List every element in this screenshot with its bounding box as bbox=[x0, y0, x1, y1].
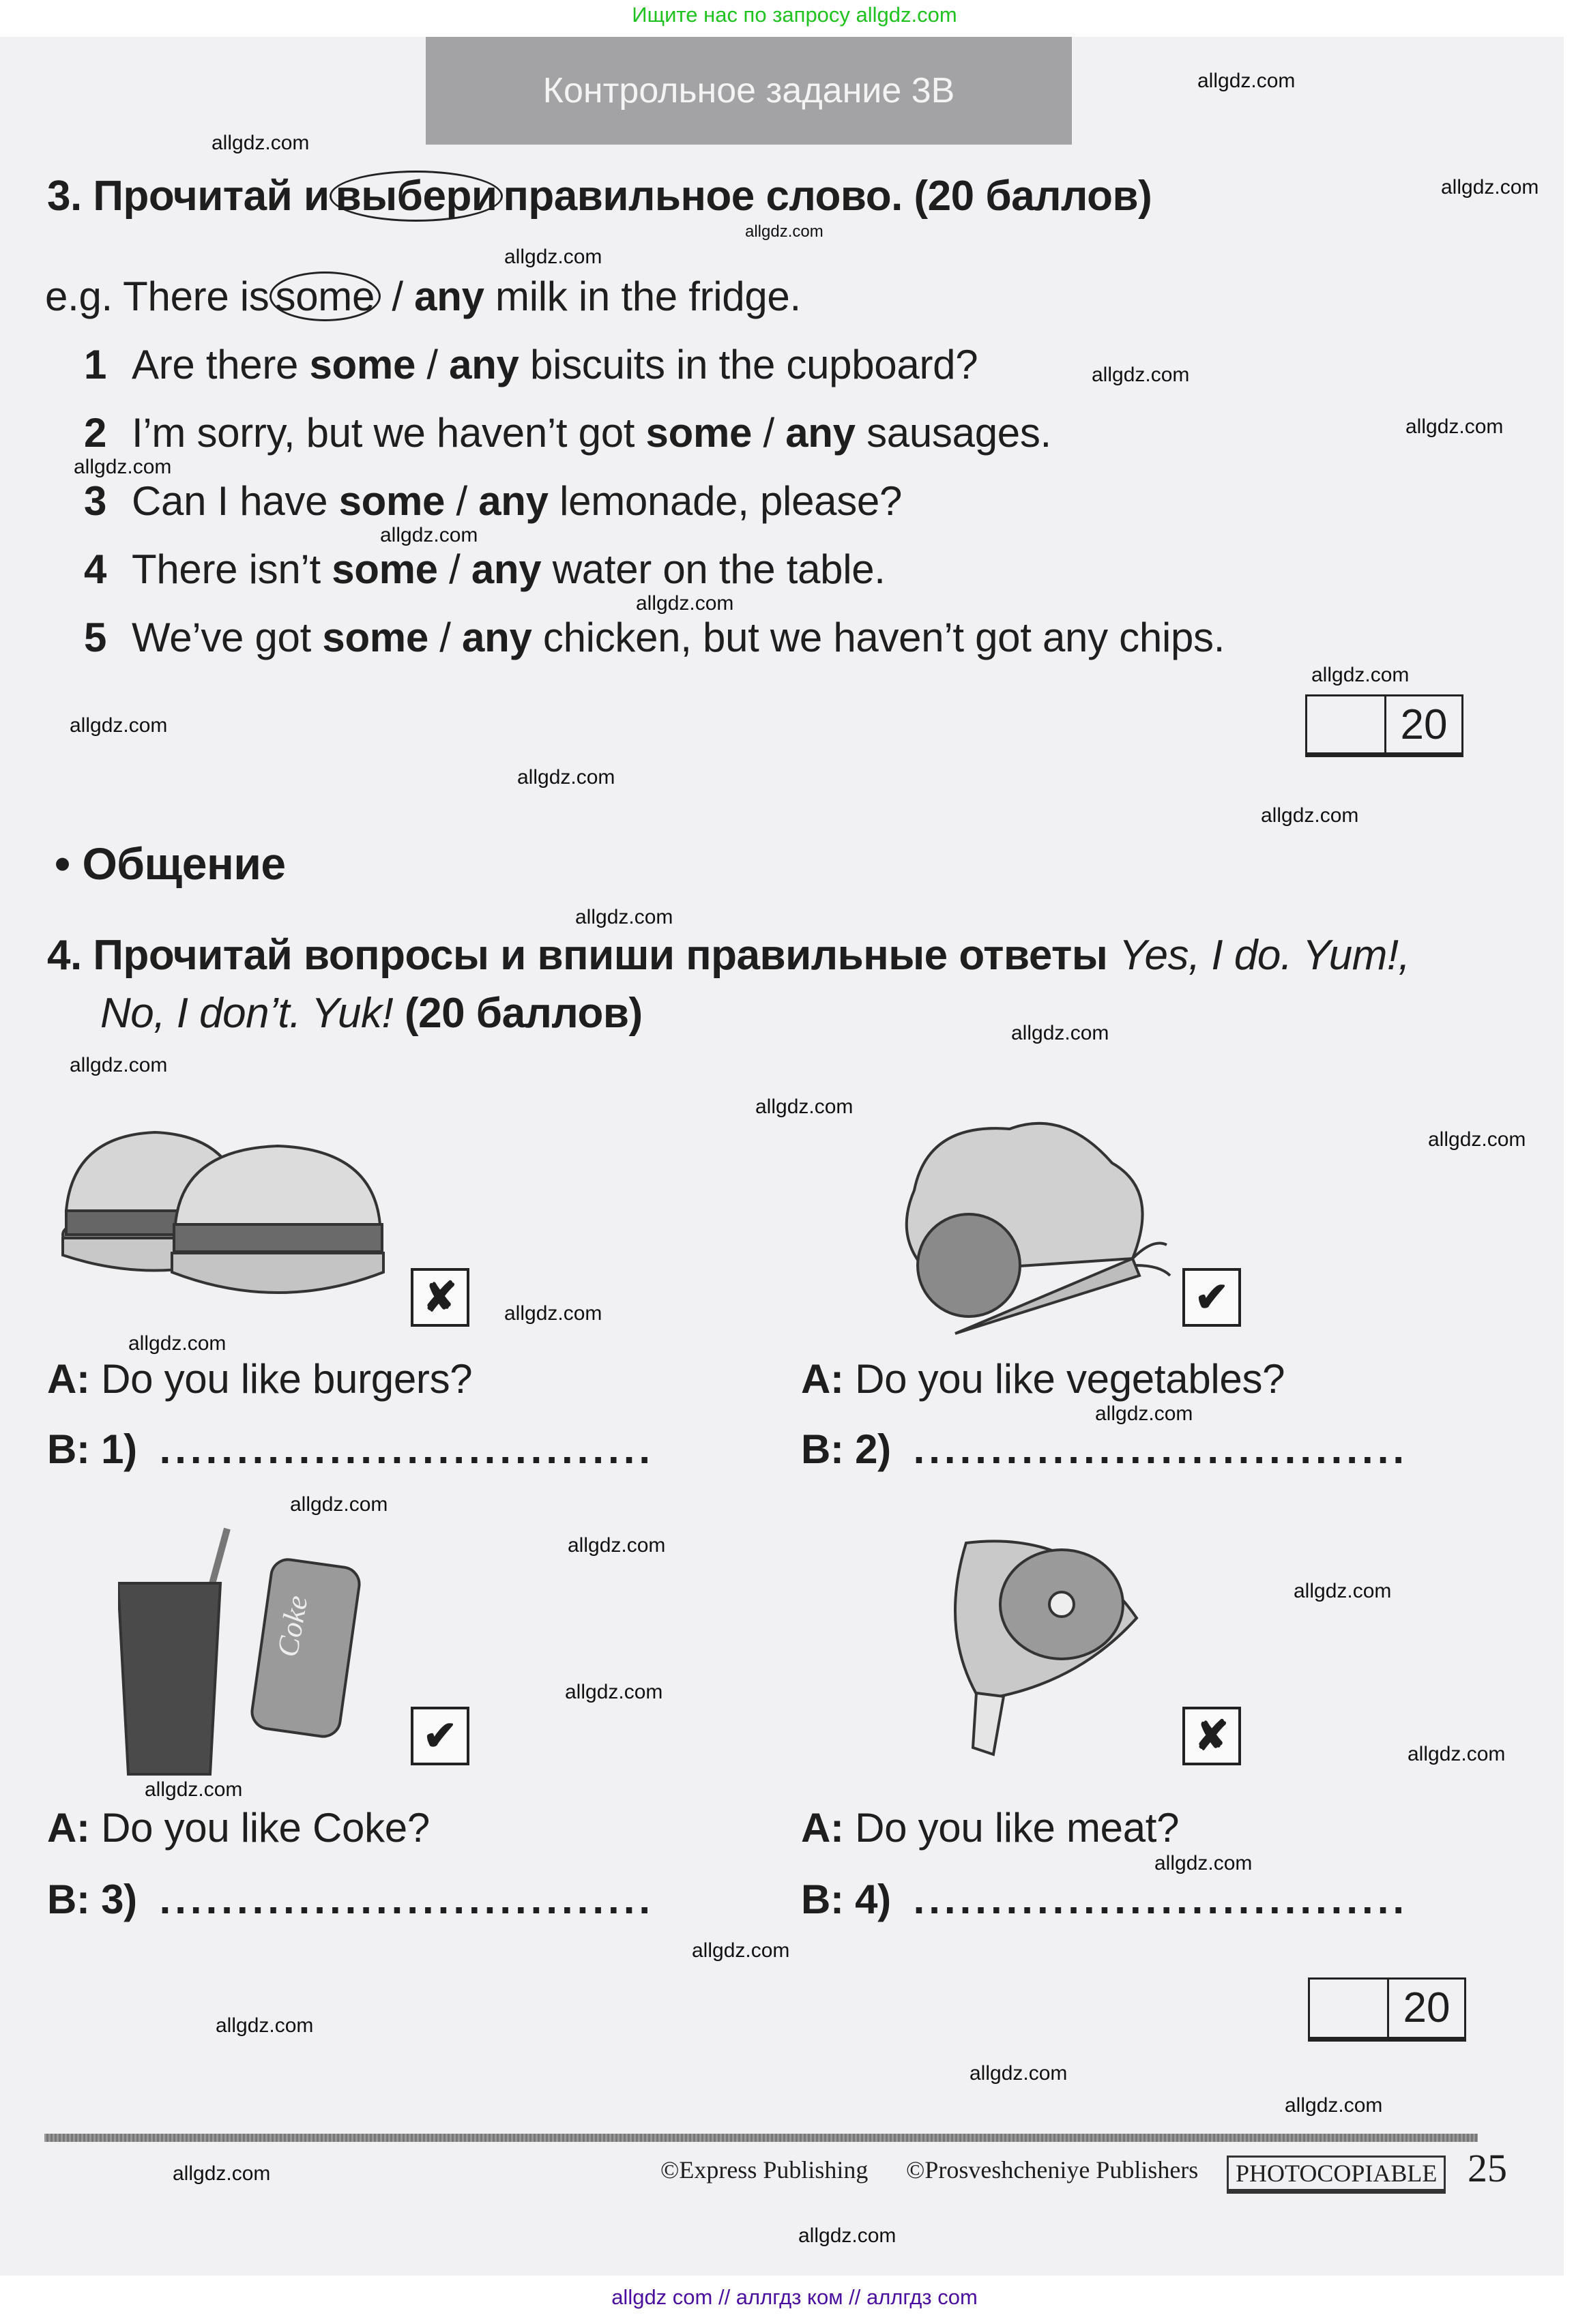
example-slash: / bbox=[381, 274, 415, 319]
task3-item-5 bbox=[84, 617, 1225, 658]
example-circled-some: some bbox=[269, 271, 381, 321]
answer-2-input[interactable]: ................................ bbox=[913, 1426, 1409, 1472]
watermark: allgdz.com bbox=[1294, 1580, 1392, 1602]
answer-4-input[interactable]: ................................ bbox=[913, 1877, 1409, 1922]
answer-3-input[interactable]: ................................ bbox=[159, 1877, 655, 1922]
watermark: allgdz.com bbox=[504, 1302, 602, 1325]
task3-item-2 bbox=[84, 410, 1051, 456]
answer-option-no: No, I don’t. Yuk! bbox=[100, 990, 394, 1037]
slash: / bbox=[416, 342, 450, 387]
section-title bbox=[55, 838, 286, 889]
item-suffix: water on the table. bbox=[541, 546, 886, 592]
slash: / bbox=[428, 615, 463, 660]
watermark: allgdz.com bbox=[1261, 804, 1359, 827]
question-1 bbox=[47, 1356, 473, 1402]
watermark: allgdz.com bbox=[575, 906, 673, 928]
question-2 bbox=[801, 1356, 1285, 1402]
option-any[interactable]: any bbox=[471, 546, 542, 592]
watermark: allgdz.com bbox=[970, 2062, 1068, 2085]
slash: / bbox=[752, 410, 786, 456]
speaker-a: A: bbox=[47, 1356, 90, 1402]
watermark: allgdz.com bbox=[568, 1534, 666, 1557]
task3-item-4 bbox=[84, 546, 886, 592]
task3-example bbox=[45, 276, 801, 317]
answer-option-yes: Yes, I do. Yum!, bbox=[1119, 932, 1410, 979]
option-some[interactable]: some bbox=[322, 615, 428, 660]
speaker-b: B: 4) bbox=[801, 1877, 891, 1922]
item-prefix: We’ve got bbox=[132, 615, 323, 660]
check-checkbox-icon: ✔ bbox=[411, 1707, 469, 1765]
item-suffix: sausages. bbox=[855, 410, 1051, 456]
coke-image bbox=[118, 1522, 370, 1781]
watermark: allgdz.com bbox=[1092, 364, 1190, 386]
item-suffix: lemonade, please? bbox=[548, 478, 903, 524]
speaker-b: B: 1) bbox=[47, 1426, 137, 1472]
example-prefix: e.g. There is bbox=[45, 274, 269, 319]
example-suffix: milk in the fridge. bbox=[484, 274, 801, 319]
watermark: allgdz.com bbox=[1011, 1022, 1109, 1044]
slash: / bbox=[445, 478, 479, 524]
item-number: 4 bbox=[84, 546, 107, 592]
footer-divider bbox=[44, 2134, 1478, 2142]
watermark: allgdz.com bbox=[1154, 1852, 1253, 1874]
watermark: allgdz.com bbox=[380, 524, 478, 546]
watermark: allgdz.com bbox=[1285, 2094, 1383, 2117]
answer-3-line bbox=[47, 1879, 654, 1920]
watermark: allgdz.com bbox=[128, 1332, 227, 1355]
watermark: allgdz.com bbox=[173, 2162, 271, 2185]
vegetables-image bbox=[887, 1108, 1173, 1340]
cross-checkbox-icon: ✘ bbox=[1182, 1707, 1241, 1765]
option-some[interactable]: some bbox=[338, 478, 446, 524]
watermark: allgdz.com bbox=[692, 1939, 790, 1962]
example-any: any bbox=[414, 274, 484, 319]
task3-score-box bbox=[1305, 694, 1463, 757]
question-3 bbox=[47, 1805, 430, 1851]
question-text: Do you like Coke? bbox=[101, 1805, 430, 1851]
question-text: Do you like meat? bbox=[855, 1805, 1180, 1851]
question-text: Do you like vegetables? bbox=[855, 1356, 1285, 1402]
watermark: allgdz.com bbox=[74, 456, 172, 478]
score-max: 20 bbox=[1403, 1984, 1450, 2031]
task3-title-circled-word: выбери bbox=[330, 171, 504, 222]
bullet-icon: • bbox=[55, 838, 83, 889]
option-any[interactable]: any bbox=[785, 410, 856, 456]
watermark: allgdz.com bbox=[145, 1778, 243, 1801]
coke-can-label: Coke bbox=[270, 1593, 315, 1660]
task3-title-suffix: правильное слово. (20 баллов) bbox=[503, 173, 1152, 220]
answer-4-line bbox=[801, 1879, 1408, 1920]
item-prefix: Can I have bbox=[132, 478, 339, 524]
publisher-express: ©Express Publishing bbox=[660, 2156, 869, 2183]
item-suffix: chicken, but we haven’t got any chips. bbox=[531, 615, 1225, 660]
watermark: allgdz.com bbox=[745, 222, 823, 241]
watermark: allgdz.com bbox=[1428, 1128, 1526, 1151]
page-title: Контрольное задание 3B bbox=[542, 71, 955, 111]
item-number: 5 bbox=[84, 615, 107, 660]
watermark: allgdz.com bbox=[290, 1493, 388, 1516]
answer-1-line bbox=[47, 1426, 655, 1472]
task4-title-line2 bbox=[100, 992, 643, 1035]
slash: / bbox=[437, 546, 471, 592]
item-prefix: There isn’t bbox=[132, 546, 332, 592]
publisher-prosveshcheniye: ©Prosveshcheniye Publishers bbox=[906, 2156, 1199, 2183]
watermark: allgdz.com bbox=[504, 246, 602, 268]
task3-item-3 bbox=[84, 478, 903, 524]
task4-points: (20 баллов) bbox=[404, 990, 643, 1037]
section-title-text: Общение bbox=[82, 838, 286, 889]
watermark: allgdz.com bbox=[1197, 70, 1296, 92]
cross-checkbox-icon: ✘ bbox=[411, 1268, 469, 1327]
watermark: allgdz.com bbox=[1311, 664, 1410, 686]
question-text: Do you like burgers? bbox=[101, 1356, 473, 1402]
watermark: allgdz.com bbox=[636, 592, 734, 615]
watermark: allgdz.com bbox=[212, 132, 310, 154]
speaker-b: B: 2) bbox=[801, 1426, 891, 1472]
page-number: 25 bbox=[1468, 2146, 1507, 2190]
option-any[interactable]: any bbox=[462, 615, 532, 660]
watermark: allgdz.com bbox=[1095, 1402, 1193, 1425]
item-prefix: I’m sorry, but we haven’t got bbox=[132, 410, 646, 456]
speaker-a: A: bbox=[47, 1805, 90, 1851]
option-any[interactable]: any bbox=[478, 478, 549, 524]
option-some[interactable]: some bbox=[309, 342, 416, 387]
score-input-cell[interactable] bbox=[1307, 696, 1386, 752]
speaker-a: A: bbox=[801, 1356, 844, 1402]
bottom-site-links[interactable]: allgdz com // аллгдз ком // аллгдз com bbox=[611, 2285, 978, 2309]
watermark: allgdz.com bbox=[1441, 176, 1539, 198]
watermark: allgdz.com bbox=[565, 1681, 663, 1703]
task3-title-prefix: 3. Прочитай и bbox=[47, 173, 330, 220]
watermark: allgdz.com bbox=[755, 1095, 854, 1118]
score-max: 20 bbox=[1400, 701, 1448, 748]
option-some[interactable]: some bbox=[332, 546, 438, 592]
answer-2-line bbox=[801, 1426, 1409, 1472]
task3-title bbox=[47, 175, 1152, 218]
search-banner-link[interactable]: Ищите нас по запросу allgdz.com bbox=[632, 3, 957, 27]
speaker-a: A: bbox=[801, 1805, 844, 1851]
option-any[interactable]: any bbox=[449, 342, 519, 387]
question-4 bbox=[801, 1805, 1180, 1851]
item-suffix: biscuits in the cupboard? bbox=[519, 342, 978, 387]
task3-item-1 bbox=[84, 344, 978, 385]
watermark: allgdz.com bbox=[798, 2224, 896, 2247]
task4-title-text: 4. Прочитай вопросы и впиши правильные ответы bbox=[47, 932, 1108, 979]
check-checkbox-icon: ✔ bbox=[1182, 1268, 1241, 1327]
item-number: 3 bbox=[84, 478, 107, 524]
burgers-image bbox=[59, 1108, 394, 1317]
watermark: allgdz.com bbox=[517, 766, 615, 789]
score-input-cell[interactable] bbox=[1310, 1980, 1389, 2037]
watermark: allgdz.com bbox=[70, 714, 168, 737]
watermark: allgdz.com bbox=[216, 2014, 314, 2037]
photocopiable-badge: PHOTOCOPIABLE bbox=[1227, 2156, 1446, 2194]
task4-title bbox=[47, 932, 1410, 979]
watermark: allgdz.com bbox=[1408, 1743, 1506, 1765]
item-number: 1 bbox=[84, 342, 107, 387]
answer-1-input[interactable]: ................................ bbox=[159, 1426, 655, 1472]
item-number: 2 bbox=[84, 410, 107, 456]
meat-image bbox=[939, 1529, 1143, 1761]
task4-score-box bbox=[1308, 1977, 1466, 2042]
option-some[interactable]: some bbox=[645, 410, 753, 456]
watermark: allgdz.com bbox=[1405, 415, 1504, 438]
speaker-b: B: 3) bbox=[47, 1877, 137, 1922]
item-prefix: Are there bbox=[132, 342, 310, 387]
watermark: allgdz.com bbox=[70, 1054, 168, 1076]
